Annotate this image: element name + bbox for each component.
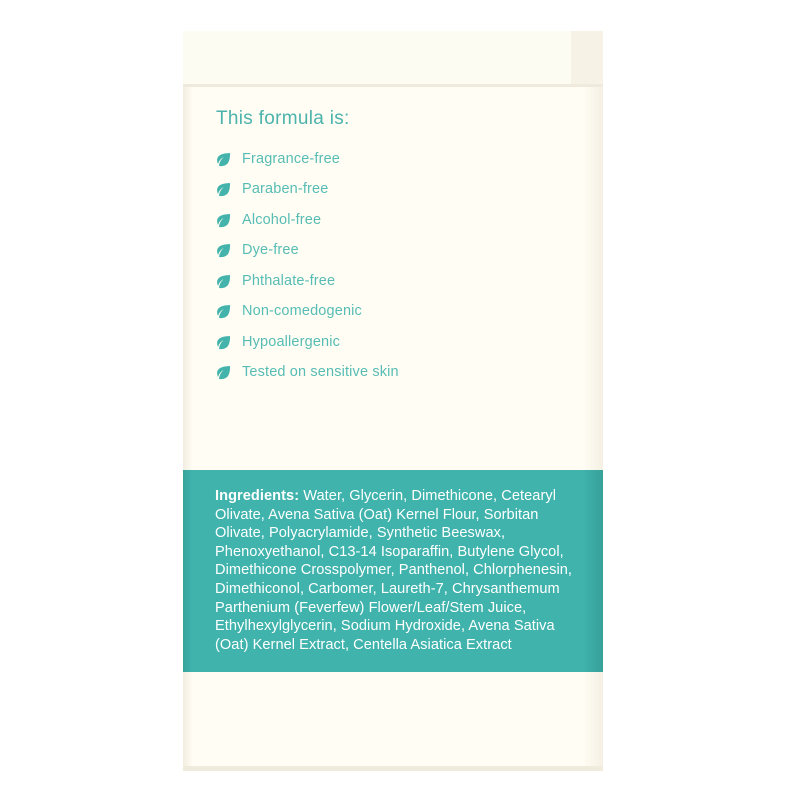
claim-item <box>216 242 576 260</box>
carton-bottom-edge <box>183 766 603 771</box>
claim-item <box>216 333 576 351</box>
claim-label: Non-comedogenic <box>242 303 362 320</box>
leaf-icon <box>216 243 231 258</box>
ingredients-paragraph <box>215 487 580 654</box>
claim-label: Fragrance-free <box>242 150 340 167</box>
claim-item <box>216 150 576 168</box>
claim-item <box>216 272 576 290</box>
claim-label: Dye-free <box>242 242 299 259</box>
ingredients-band-right-shading <box>583 470 603 672</box>
leaf-icon <box>216 152 231 167</box>
formula-claims-panel <box>216 108 576 382</box>
ingredients-body: Water, Glycerin, Dimethicone, Cetearyl Olivate, Avena Sativa (Oat) Kernel Flour, Sorbitan Olivate, Polyacrylamide, Synthetic Beeswax, Phenoxyethanol, C13-14 Isoparaffin, Butylene Glycol, Dimethicone Crosspolymer, Panthenol, Chlorphenesin, Dimethiconol, Carbomer, Laureth-7, Chrysanthemum Parthenium (Feverfew) Flower/Leaf/Stem Juice, Ethylhexylglycerin, Sodium Hydroxide, Avena Sativa (Oat) Kernel Extract, Centella Asiatica Extract <box>215 488 573 653</box>
leaf-icon <box>216 304 231 319</box>
leaf-icon <box>216 335 231 350</box>
claim-label: Hypoallergenic <box>242 333 341 350</box>
claims-list <box>216 150 576 382</box>
claim-label: Phthalate-free <box>242 272 336 289</box>
claim-label: Tested on sensitive skin <box>242 364 399 381</box>
claim-item <box>216 364 576 382</box>
leaf-icon <box>216 274 231 289</box>
ingredients-label: Ingredients: <box>215 488 300 504</box>
leaf-icon <box>216 365 231 380</box>
claim-item <box>216 211 576 229</box>
ingredients-band-left-shading <box>183 470 192 672</box>
leaf-icon <box>216 182 231 197</box>
carton-top-flap <box>183 31 603 87</box>
claim-item <box>216 181 576 199</box>
claim-label: Alcohol-free <box>242 211 322 228</box>
carton-top-flap-side <box>571 31 603 87</box>
formula-heading: This formula is: <box>216 108 350 129</box>
leaf-icon <box>216 213 231 228</box>
claim-label: Paraben-free <box>242 181 329 198</box>
claim-item <box>216 303 576 321</box>
